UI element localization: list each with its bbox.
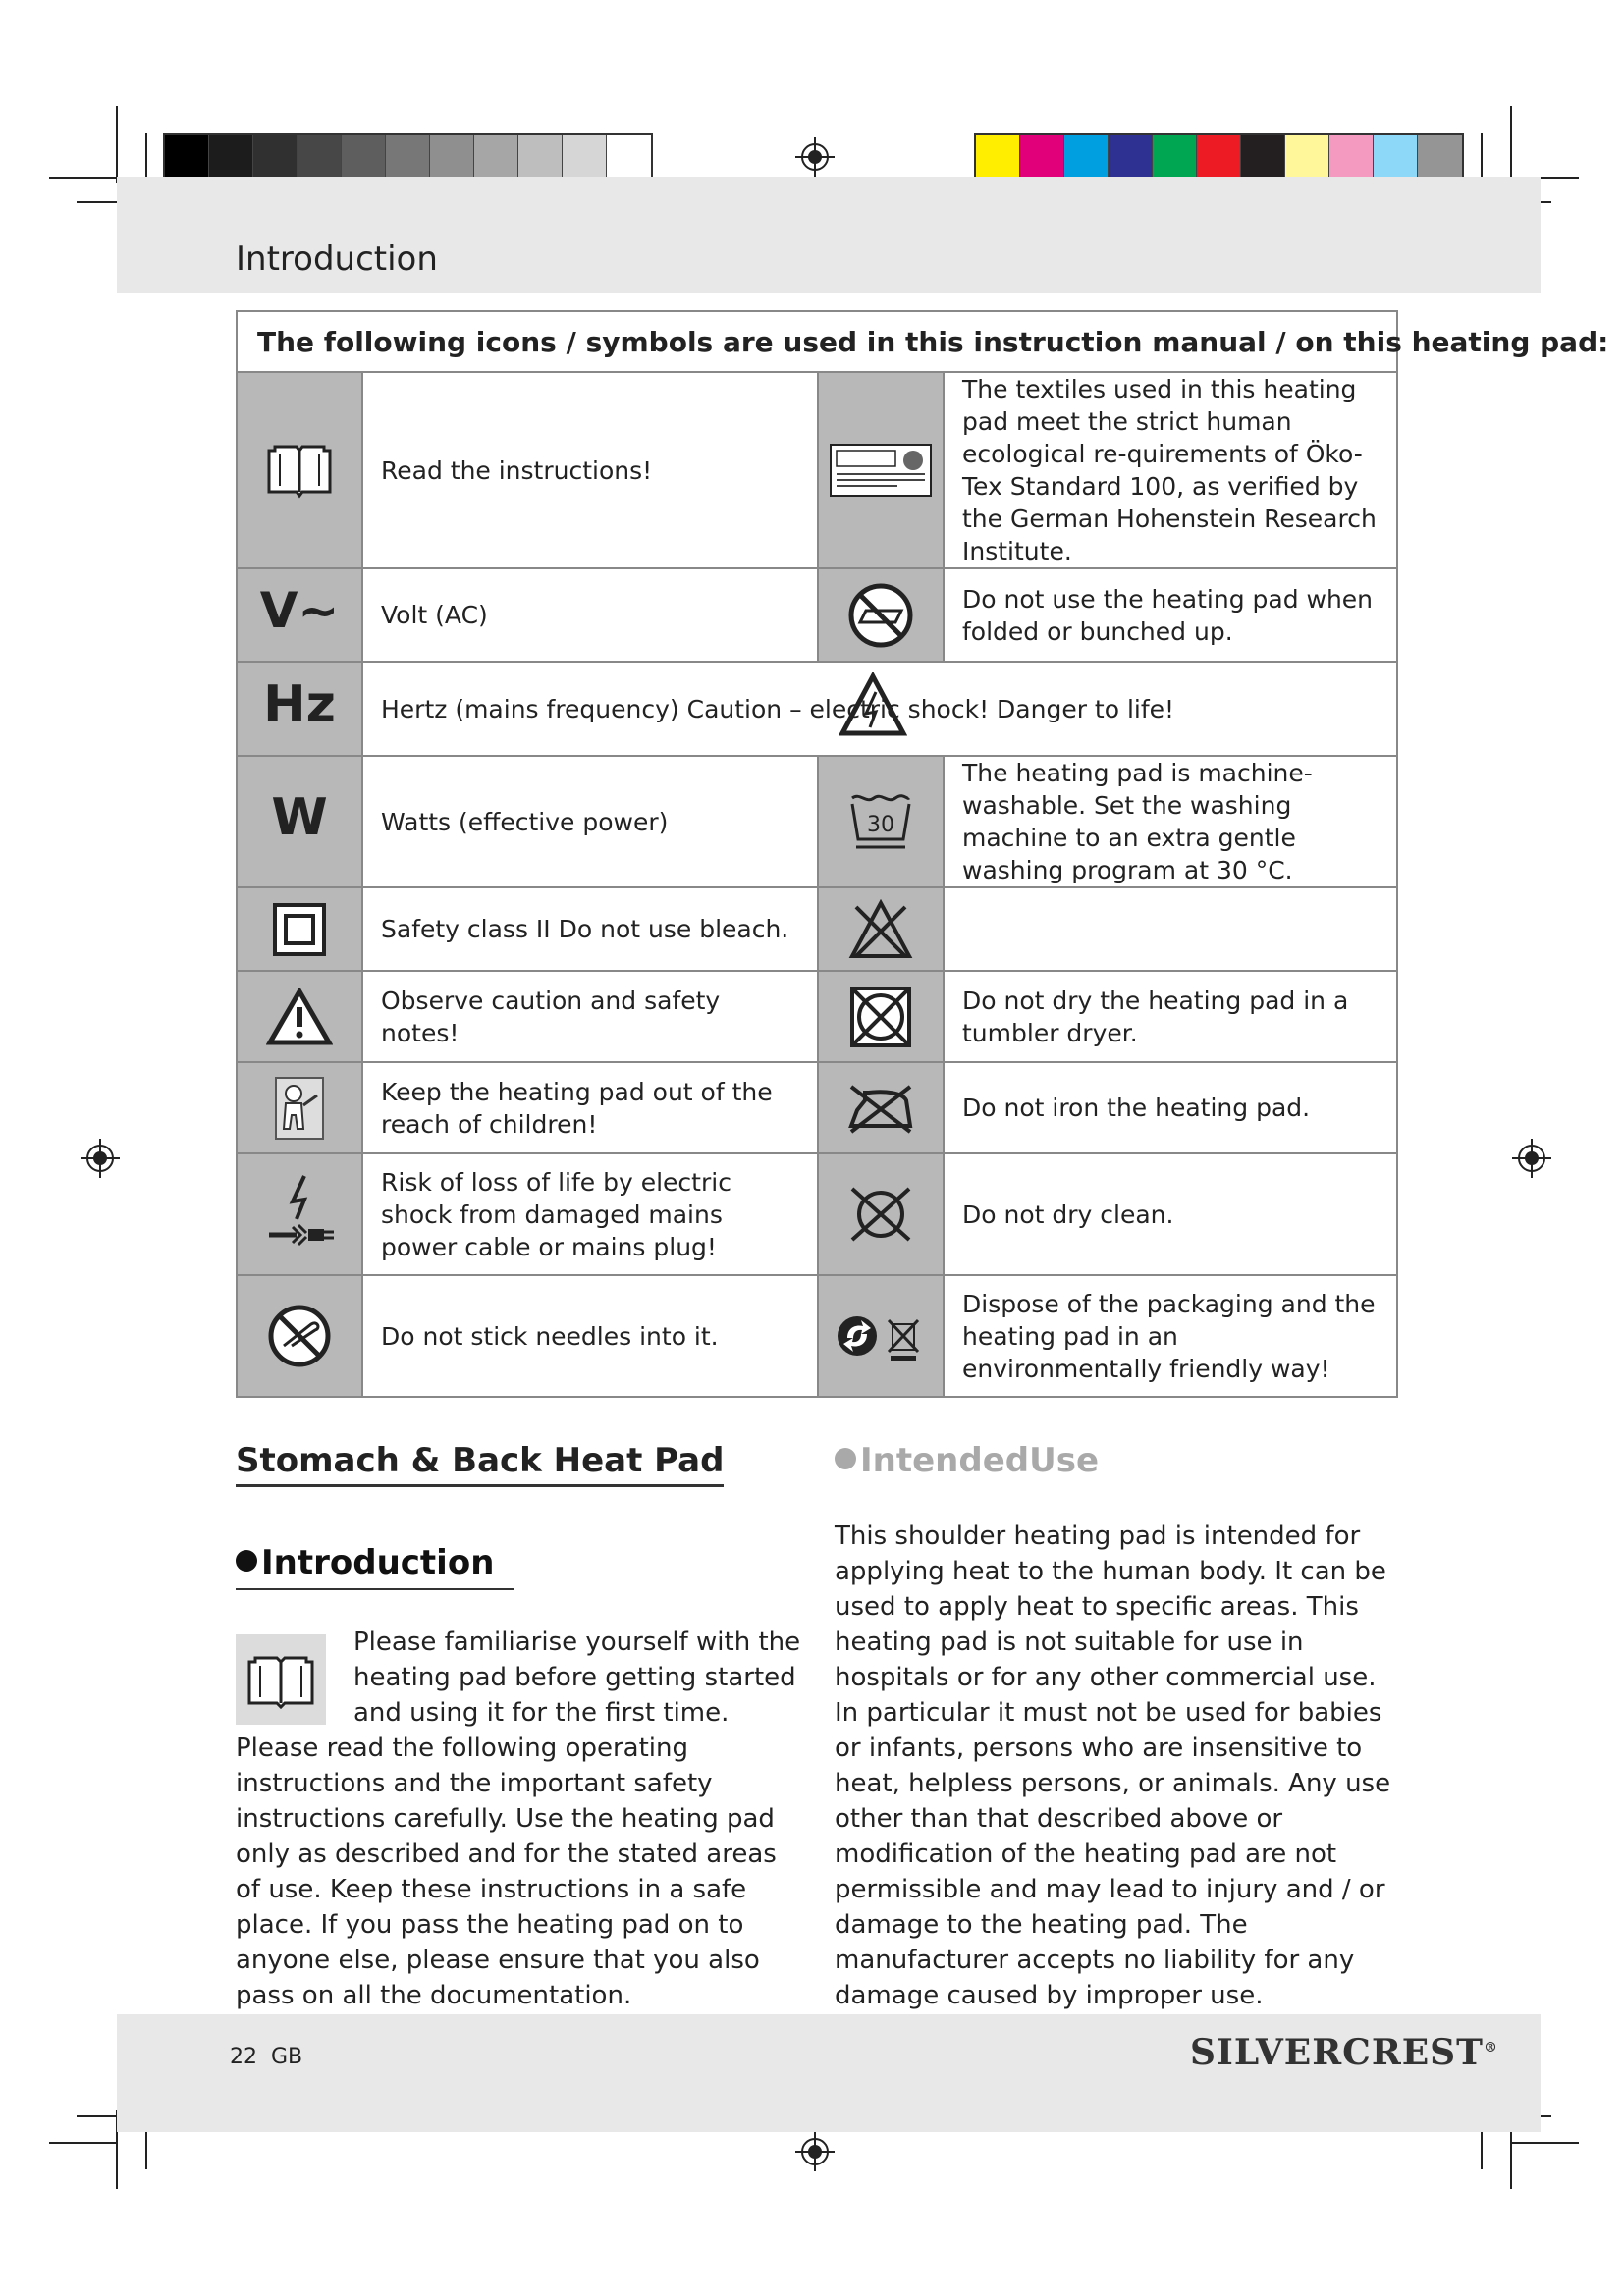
color-swatch xyxy=(1418,135,1462,179)
color-swatch xyxy=(1064,135,1109,179)
table-row xyxy=(237,887,1397,971)
wash-30-icon xyxy=(818,756,944,887)
color-calibration-bar xyxy=(974,133,1464,181)
oeko-tex-label-icon xyxy=(818,372,944,568)
color-swatch xyxy=(1109,135,1153,179)
symbol-description: The textiles used in this heating pad meet the strict human ecological re-quirements of Öko-Tex Standard 100, as verified by the German Hohenstein Research Institute. xyxy=(944,372,1397,568)
table-row xyxy=(237,568,1397,662)
registration-mark-icon xyxy=(795,2132,835,2171)
table-row xyxy=(237,662,1397,756)
no-iron-icon xyxy=(818,1062,944,1153)
bullet-icon xyxy=(236,1550,257,1572)
damaged-cable-icon xyxy=(237,1153,362,1275)
book-icon xyxy=(237,372,362,568)
table-row xyxy=(237,1275,1397,1397)
no-folded-pad-icon xyxy=(818,568,944,662)
crop-mark xyxy=(145,133,147,183)
symbol-description: The heating pad is machine-washable. Set the washing machine to an extra gentle washing program at 30 °C. xyxy=(944,756,1397,887)
table-row xyxy=(237,971,1397,1062)
symbol-description xyxy=(944,887,1397,971)
color-swatch xyxy=(1374,135,1418,179)
symbol-description: Do not use the heating pad when folded or bunched up. xyxy=(944,568,1397,662)
color-swatch xyxy=(1285,135,1329,179)
no-needles-icon xyxy=(237,1275,362,1397)
intended-use-heading: IntendedUse xyxy=(835,1441,1099,1480)
registration-mark-icon xyxy=(1512,1139,1551,1178)
color-swatch xyxy=(430,135,474,179)
crop-mark xyxy=(1510,106,1512,183)
symbol-description: Risk of loss of life by electric shock from damaged mains power cable or mains plug! xyxy=(362,1153,818,1275)
color-swatch xyxy=(976,135,1020,179)
caution-icon xyxy=(237,971,362,1062)
intro-lead-text: Please familiarise yourself with the heating pad before getting started and using it for the first time. xyxy=(353,1628,801,1728)
registration-mark-icon xyxy=(795,137,835,177)
color-swatch xyxy=(607,135,651,179)
color-swatch xyxy=(209,135,253,179)
page-number: 22 GB xyxy=(230,2045,303,2069)
crop-mark xyxy=(1481,133,1483,183)
symbol-description: Do not iron the heating pad. xyxy=(944,1062,1397,1153)
recycle-icon xyxy=(818,1275,944,1397)
introduction-heading: Introduction xyxy=(236,1543,514,1590)
registration-mark-icon xyxy=(81,1139,120,1178)
crop-mark xyxy=(77,201,118,203)
symbol-description: Safety class II Do not use bleach. xyxy=(362,887,818,971)
bullet-icon xyxy=(835,1448,856,1469)
intro-body-text: Please read the following operating instructions and the important safety instructions carefully. Use the heating pad only as described and for the stated areas of use. Keep these instructions in a safe place. If you pass the heating pad on to anyone else, please ensure that you also pass on all the documentation. xyxy=(236,1734,777,2010)
color-swatch xyxy=(298,135,342,179)
book-icon xyxy=(236,1634,326,1725)
intended-use-text: This shoulder heating pad is intended for applying heat to the human body. It can be used to apply heat to specific areas. This heating pad is not suitable for use in hospitals or for any other commercial use. In particular it must not be used for babies or infants, persons who are insensitive to heat, helpless persons, or animals. Any use other than that described above or modification of the heating pad are not permissible and may lead to injury and / or damage to the heating pad. The manufacturer accepts no liability for any damage caused by improper use. xyxy=(835,1522,1391,2010)
table-row xyxy=(237,372,1397,568)
symbol-description: Read the instructions! xyxy=(362,372,818,568)
crop-mark xyxy=(116,106,118,183)
crop-mark xyxy=(77,2115,118,2117)
safety-class-2-icon xyxy=(237,887,362,971)
symbol-description: Do not dry clean. xyxy=(944,1153,1397,1275)
brand-logo: SILVERCREST® xyxy=(1190,2032,1498,2073)
symbol-description: Hertz (mains frequency) Caution – electric shock! Danger to life! xyxy=(381,694,1175,723)
color-swatch xyxy=(1241,135,1285,179)
table-heading: The following icons / symbols are used in this instruction manual / on this heating pad: xyxy=(237,311,1397,372)
table-row xyxy=(237,1062,1397,1153)
symbol-table xyxy=(236,310,1609,1398)
no-bleach-icon xyxy=(818,887,944,971)
volt-ac-icon: V~ xyxy=(237,568,362,662)
hertz-icon: Hz xyxy=(237,662,362,756)
table-row xyxy=(237,756,1397,887)
symbol-description: Observe caution and safety notes! xyxy=(362,971,818,1062)
color-swatch xyxy=(342,135,386,179)
symbol-description: Dispose of the packaging and the heating pad in an environmentally friendly way! xyxy=(944,1275,1397,1397)
child-icon xyxy=(237,1062,362,1153)
watt-icon: W xyxy=(237,756,362,887)
color-swatch xyxy=(474,135,518,179)
color-swatch xyxy=(518,135,563,179)
crop-mark xyxy=(49,177,118,179)
grey-calibration-bar xyxy=(163,133,653,181)
table-row xyxy=(237,1153,1397,1275)
color-swatch xyxy=(1329,135,1374,179)
crop-mark xyxy=(1510,2142,1579,2144)
symbol-description: Watts (effective power) xyxy=(362,756,818,887)
color-swatch xyxy=(1020,135,1064,179)
color-swatch xyxy=(386,135,430,179)
merged-cell xyxy=(362,662,1397,756)
symbol-description: Keep the heating pad out of the reach of children! xyxy=(362,1062,818,1153)
no-tumble-dry-icon xyxy=(818,971,944,1062)
color-swatch xyxy=(1197,135,1241,179)
no-dry-clean-icon xyxy=(818,1153,944,1275)
color-swatch xyxy=(563,135,607,179)
color-swatch xyxy=(165,135,209,179)
symbol-description: Do not stick needles into it. xyxy=(362,1275,818,1397)
color-swatch xyxy=(253,135,298,179)
symbol-description: Volt (AC) xyxy=(362,568,818,662)
section-title: Introduction xyxy=(236,240,438,279)
svg-text:30: 30 xyxy=(867,813,894,837)
symbol-description: Do not dry the heating pad in a tumbler dryer. xyxy=(944,971,1397,1062)
crop-mark xyxy=(49,2142,118,2144)
product-title: Stomach & Back Heat Pad xyxy=(236,1441,724,1487)
color-swatch xyxy=(1153,135,1197,179)
